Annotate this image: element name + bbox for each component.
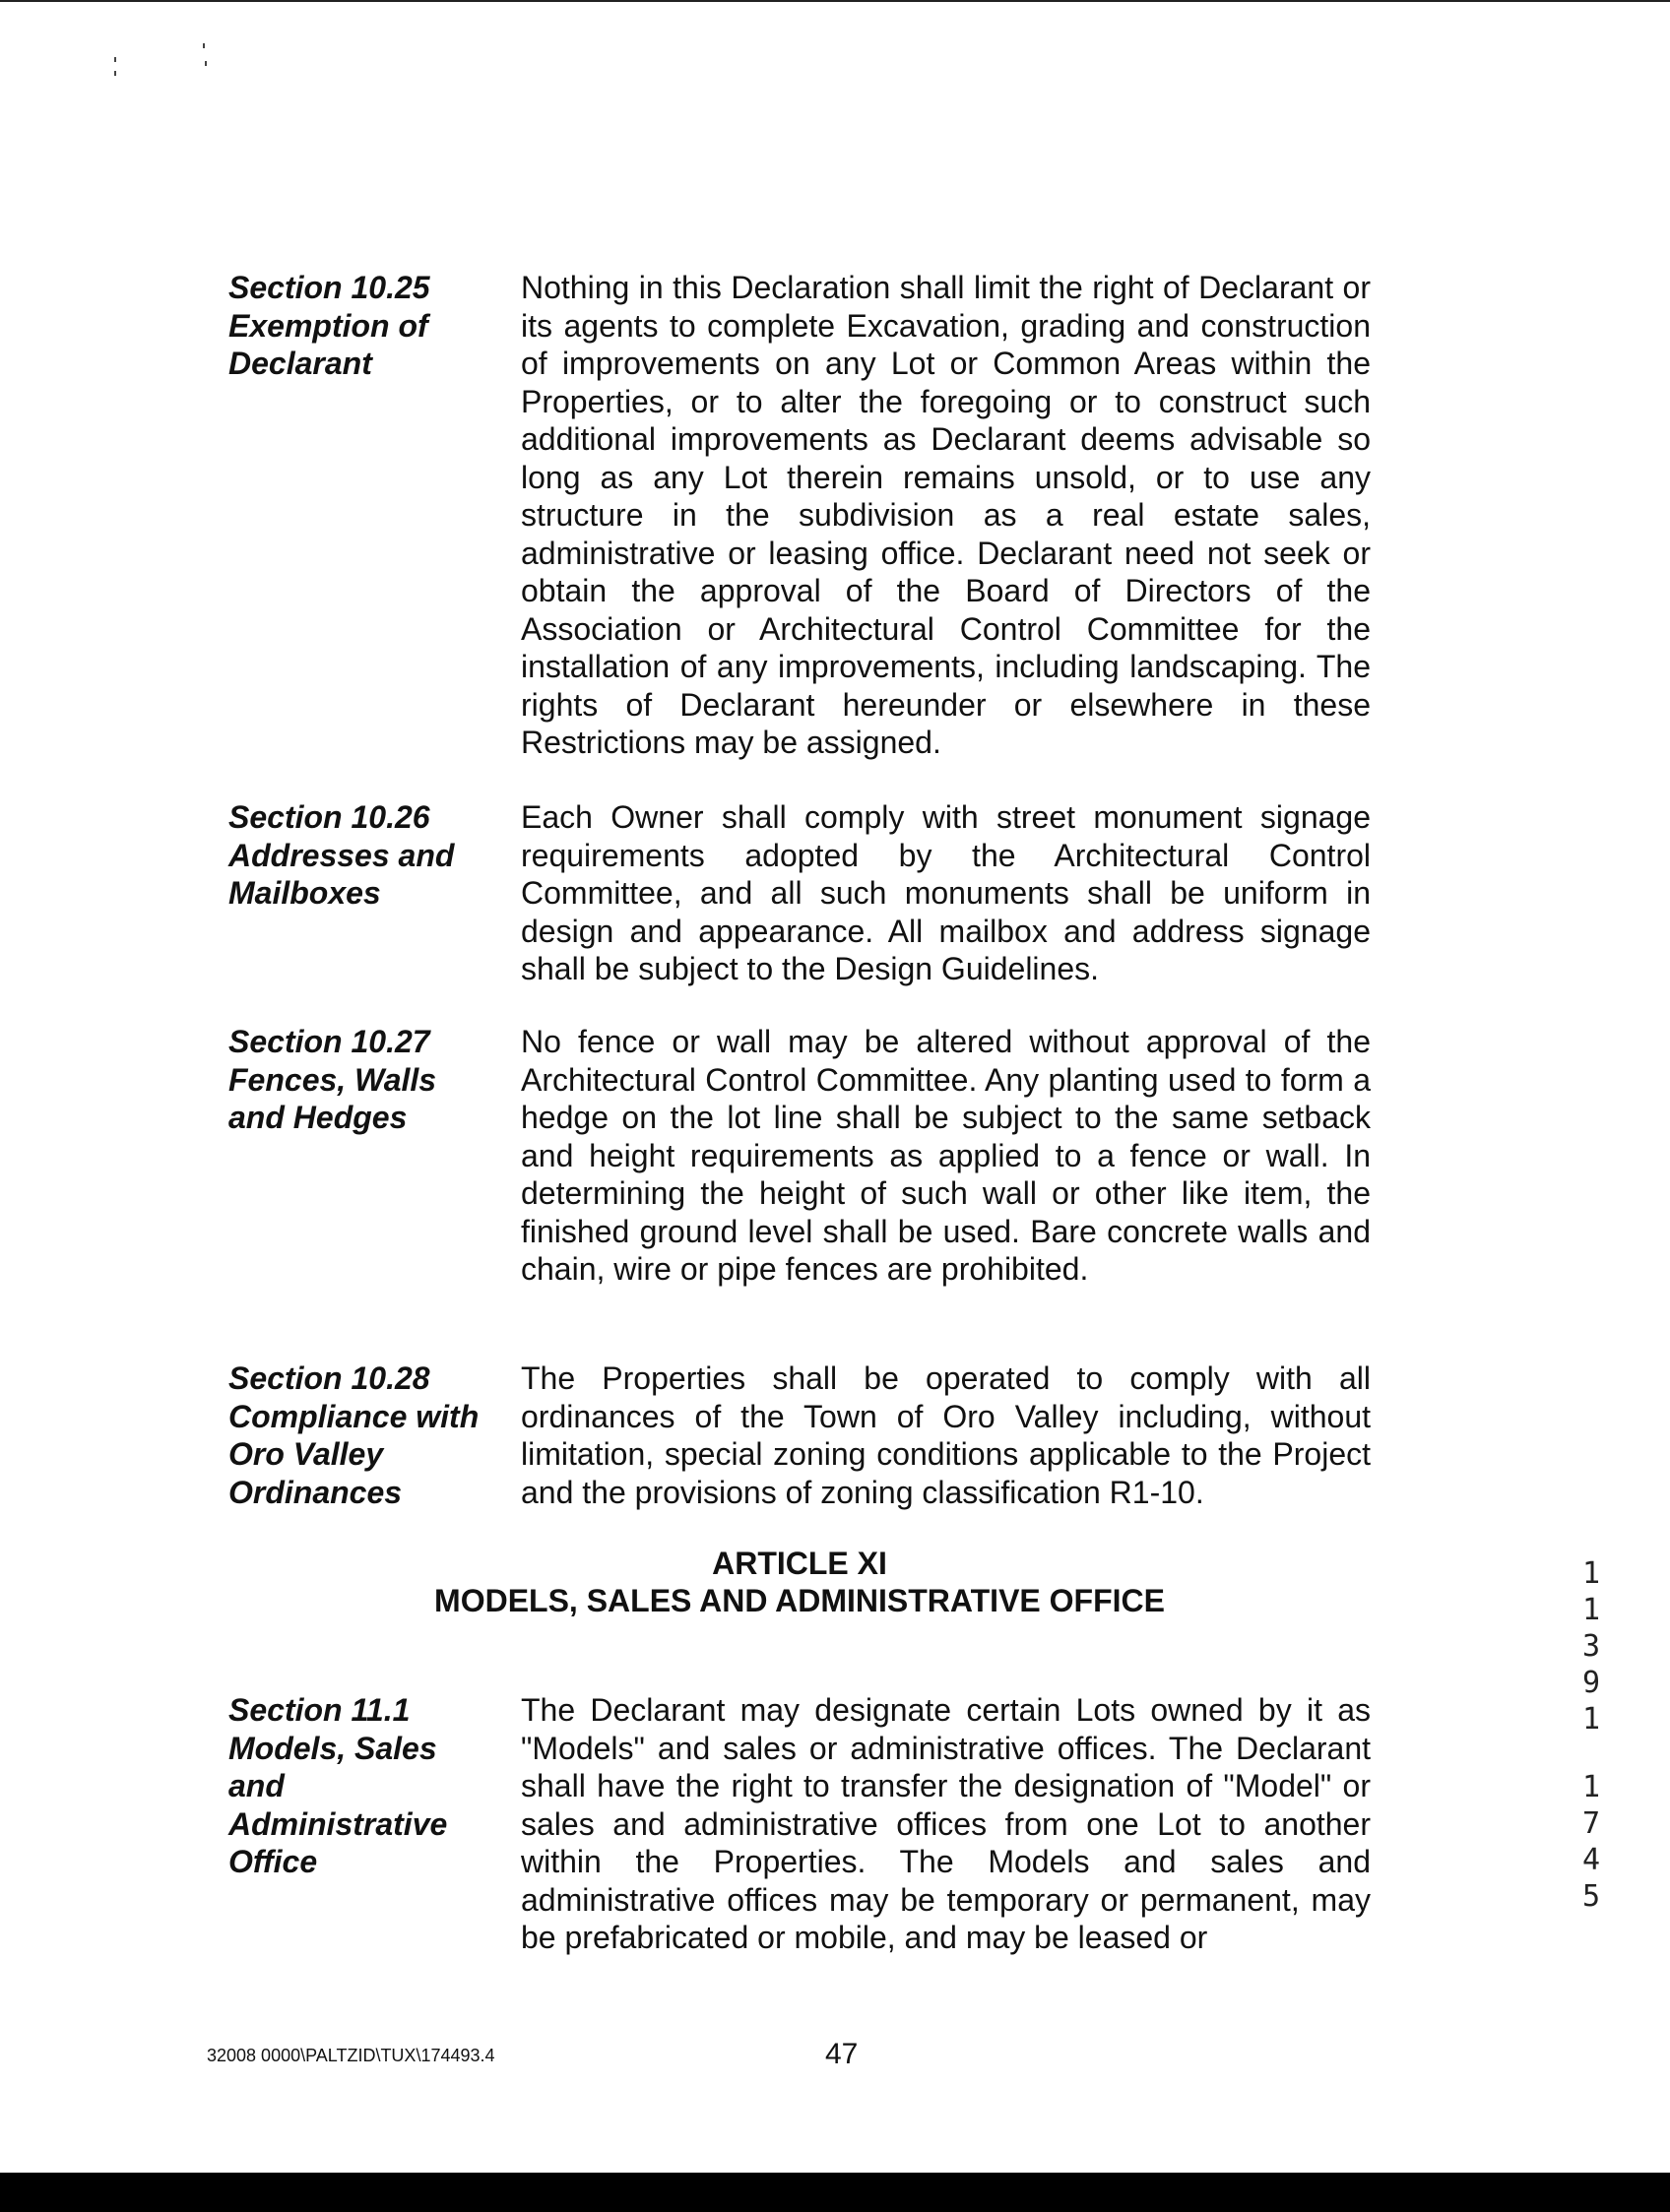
scan-speck xyxy=(203,43,205,48)
section-body: No fence or wall may be altered without approval of the Architectural Control Committee. Any planting used to form a hedge on the lot line shall be subject to the same setback and height requirements as applied to a fence or wall. In determining the height of such wall or other like item, the finished ground level shall be used. Bare concrete walls and chain, wire or pipe fences are prohibited. xyxy=(521,1024,1371,1287)
scan-speck xyxy=(205,61,207,66)
section-title-line: Office xyxy=(228,1844,318,1879)
section-title-line: Compliance with xyxy=(228,1398,480,1434)
section-title-line: Mailboxes xyxy=(228,875,381,911)
bottom-scan-edge xyxy=(0,2173,1670,2212)
footer-document-path: 32008 0000\PALTZID\TUX\174493.4 xyxy=(207,2046,495,2065)
article-title: MODELS, SALES AND ADMINISTRATIVE OFFICE xyxy=(434,1583,1165,1618)
section-body: The Properties shall be operated to comply with all ordinances of the Town of Oro Valley including, without limitation, special zoning conditions applicable to the Project and the provisions of zoning classification R1-10. xyxy=(521,1360,1371,1510)
section-number: Section 10.28 xyxy=(228,1360,430,1396)
section-title-line: Declarant xyxy=(228,346,372,381)
section-title-line: Ordinances xyxy=(228,1474,403,1510)
section-number: Section 11.1 xyxy=(228,1692,411,1728)
stamp-digit: 1 xyxy=(1581,1770,1601,1804)
section-body: Nothing in this Declaration shall limit the right of Declarant or its agents to complete Excavation, grading and construction of improvements on any Lot or Common Areas within the Properties, or to alter the foregoing or to construct such additional improvements as Declarant deems advisable so long as any Lot therein remains unsold, or to use any structure in the subdivision as a real estate sales, administrative or leasing office. Declarant need not seek or obtain the approval of the Board of Directors of the Association or Architectural Control Committee for the installation of any improvements, including landscaping. The rights of Declarant hereunder or elsewhere in these Restrictions may be assigned. xyxy=(521,270,1371,760)
stamp-digit: 9 xyxy=(1581,1666,1601,1700)
section-title-line: Administrative xyxy=(228,1805,448,1842)
stamp-digit: 1 xyxy=(1581,1593,1601,1627)
stamp-digit: 1 xyxy=(1581,1702,1601,1737)
stamp-digit: 4 xyxy=(1581,1843,1601,1877)
article-heading xyxy=(228,1545,1371,1619)
section-title-line: Models, Sales xyxy=(228,1730,437,1766)
section-label xyxy=(228,1023,494,1137)
section-title-line: and xyxy=(228,1768,285,1803)
stamp-gap xyxy=(1572,1738,1611,1769)
scan-speck xyxy=(114,57,116,62)
section-number: Section 10.26 xyxy=(228,799,430,835)
section-body: The Declarant may designate certain Lots owned by it as "Models" and sales or administrative offices. The Declarant shall have the right to transfer the designation of "Model" or sales and administrative offices from one Lot to another within the Properties. The Models and sales and administrative offices may be temporary or permanent, may be prefabricated or mobile, and may be leased or xyxy=(521,1692,1371,1955)
section-label xyxy=(228,1691,494,1881)
section-label xyxy=(228,269,494,383)
top-scan-edge xyxy=(0,0,1670,2)
stamp-digit: 7 xyxy=(1581,1806,1601,1841)
section-label xyxy=(228,1359,494,1511)
section-label xyxy=(228,798,494,913)
section-title-line: Oro Valley xyxy=(228,1436,384,1472)
section-title-line: and Hedges xyxy=(228,1100,408,1135)
stamp-digit: 3 xyxy=(1581,1629,1601,1664)
margin-recording-stamp xyxy=(1572,1555,1611,1915)
stamp-digit: 5 xyxy=(1581,1879,1601,1914)
article-number: ARTICLE XI xyxy=(712,1546,887,1581)
section-title-line: Addresses and xyxy=(228,837,455,873)
scan-speck xyxy=(114,71,116,76)
page-number: 47 xyxy=(825,2038,859,2070)
section-title-line: Fences, Walls xyxy=(228,1061,437,1098)
section-title-line: Exemption of xyxy=(228,307,428,344)
section-number: Section 10.27 xyxy=(228,1024,430,1059)
section-body: Each Owner shall comply with street monument signage requirements adopted by the Architectural Control Committee, and all such monuments shall be uniform in design and appearance. All mailbox and address signage shall be subject to the Design Guidelines. xyxy=(521,799,1371,986)
section-number: Section 10.25 xyxy=(228,270,430,305)
stamp-digit: 1 xyxy=(1581,1556,1601,1591)
